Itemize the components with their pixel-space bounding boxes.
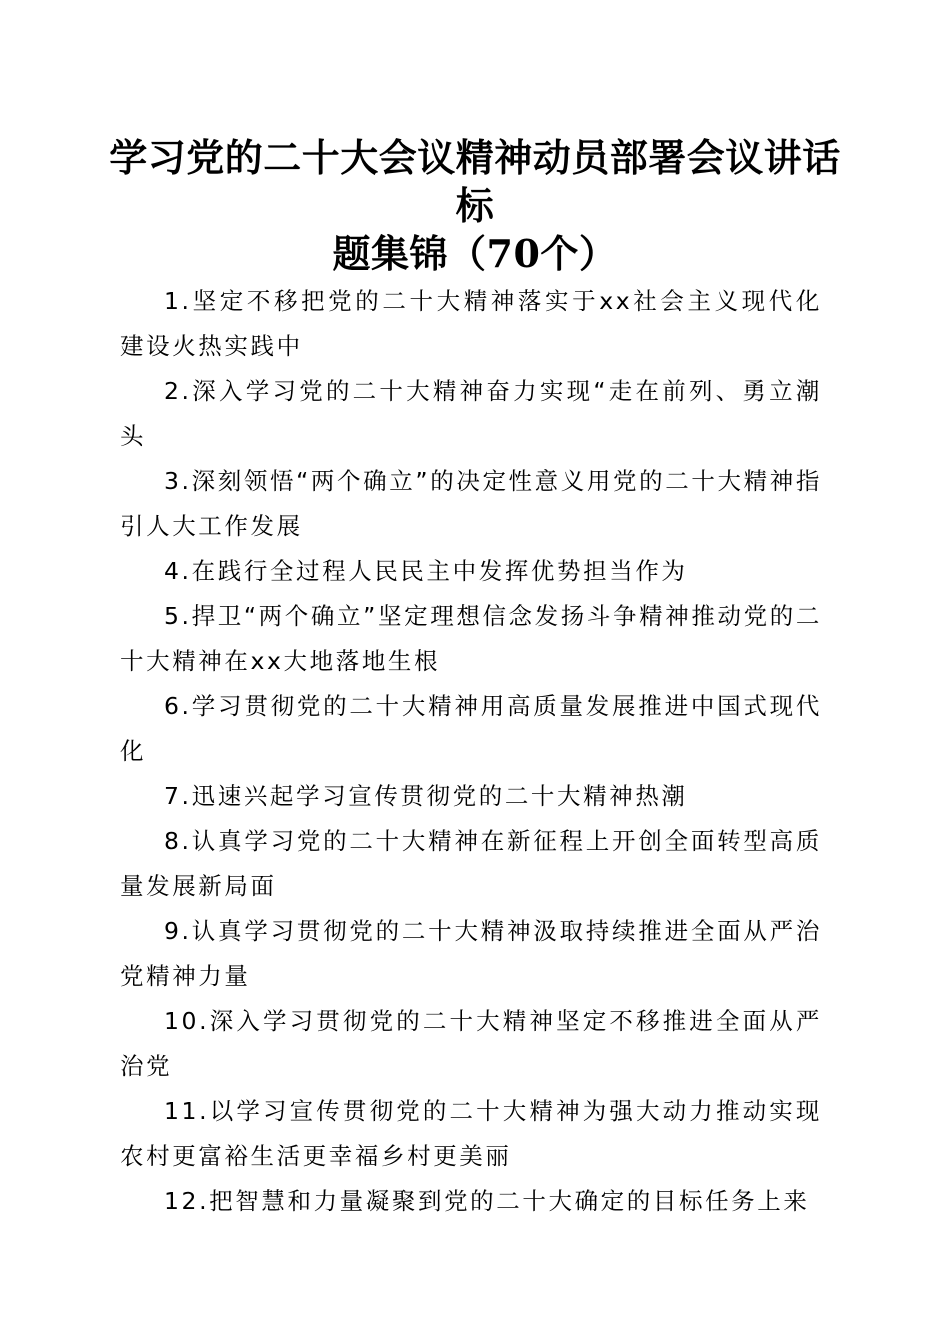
document-title — [100, 134, 850, 278]
list-item: 6.学习贯彻党的二十大精神用高质量发展推进中国式现代化 — [120, 692, 822, 765]
headline-list — [120, 279, 822, 1224]
list-item: 8.认真学习党的二十大精神在新征程上开创全面转型高质量发展新局面 — [120, 827, 822, 900]
title-line-2: 题集锦（70个） — [332, 231, 618, 276]
list-item: 1.坚定不移把党的二十大精神落实于xx社会主义现代化建设火热实践中 — [120, 287, 822, 360]
list-item: 7.迅速兴起学习宣传贯彻党的二十大精神热潮 — [164, 782, 688, 810]
list-item: 4.在践行全过程人民民主中发挥优势担当作为 — [164, 557, 688, 585]
list-item: 11.以学习宣传贯彻党的二十大精神为强大动力推动实现农村更富裕生活更幸福乡村更美丽 — [120, 1097, 822, 1170]
title-line-1: 学习党的二十大会议精神动员部署会议讲话标 — [109, 135, 841, 228]
list-item: 5.捍卫“两个确立”坚定理想信念发扬斗争精神推动党的二十大精神在xx大地落地生根 — [120, 602, 822, 675]
list-item: 9.认真学习贯彻党的二十大精神汲取持续推进全面从严治党精神力量 — [120, 917, 822, 990]
list-item: 12.把智慧和力量凝聚到党的二十大确定的目标任务上来 — [164, 1187, 810, 1215]
list-item: 10.深入学习贯彻党的二十大精神坚定不移推进全面从严治党 — [120, 1007, 822, 1080]
list-item: 3.深刻领悟“两个确立”的决定性意义用党的二十大精神指引人大工作发展 — [120, 467, 822, 540]
list-item: 2.深入学习党的二十大精神奋力实现“走在前列、勇立潮头 — [120, 377, 822, 450]
